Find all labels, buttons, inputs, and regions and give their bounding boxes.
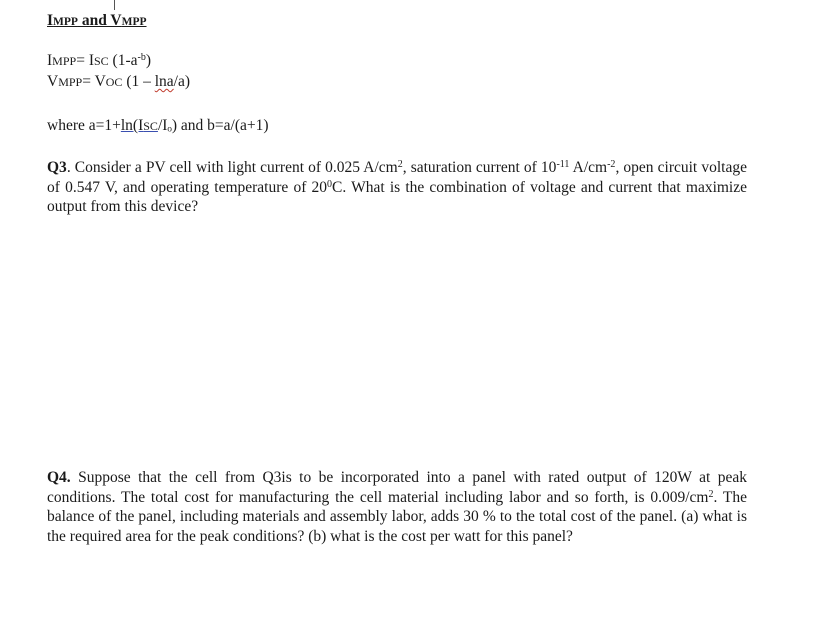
question-4: Q4. Suppose that the cell from Q3is to be incorporated into a panel with rated output of 120W at peak conditions. The total cost for manufacturing the cell material including labor and so forth, is $0.009/cm^2$. The balance of the panel, including materials and assembly labor, adds 30 % to the total cost of the panel. (a) what is the required area for the peak conditions? (b) what is the cost per watt for this panel? bbox=[47, 469, 747, 545]
text-cursor bbox=[114, 0, 115, 10]
formula-vmpp: VMPP= VOC (1 – lna/a) bbox=[47, 73, 191, 90]
formula-definitions: where a=1+ln(ISC/Iₒ) and b=a/(a+1) bbox=[47, 117, 269, 134]
section-heading: IMPP and VMPP bbox=[47, 12, 147, 29]
question-3: Q3. Consider a PV cell with light current of 0.025 $A/cm^2$, saturation current of $10^{-11}$ $A/cm^{-2}$, open circuit voltage of 0.547 V, and operating temperature of $20^0C$. What is the combination of voltage and current that maximize output from this device? bbox=[47, 159, 747, 215]
formula-impp: IMPP= ISC $(1-a^{-b})$ bbox=[47, 52, 152, 69]
